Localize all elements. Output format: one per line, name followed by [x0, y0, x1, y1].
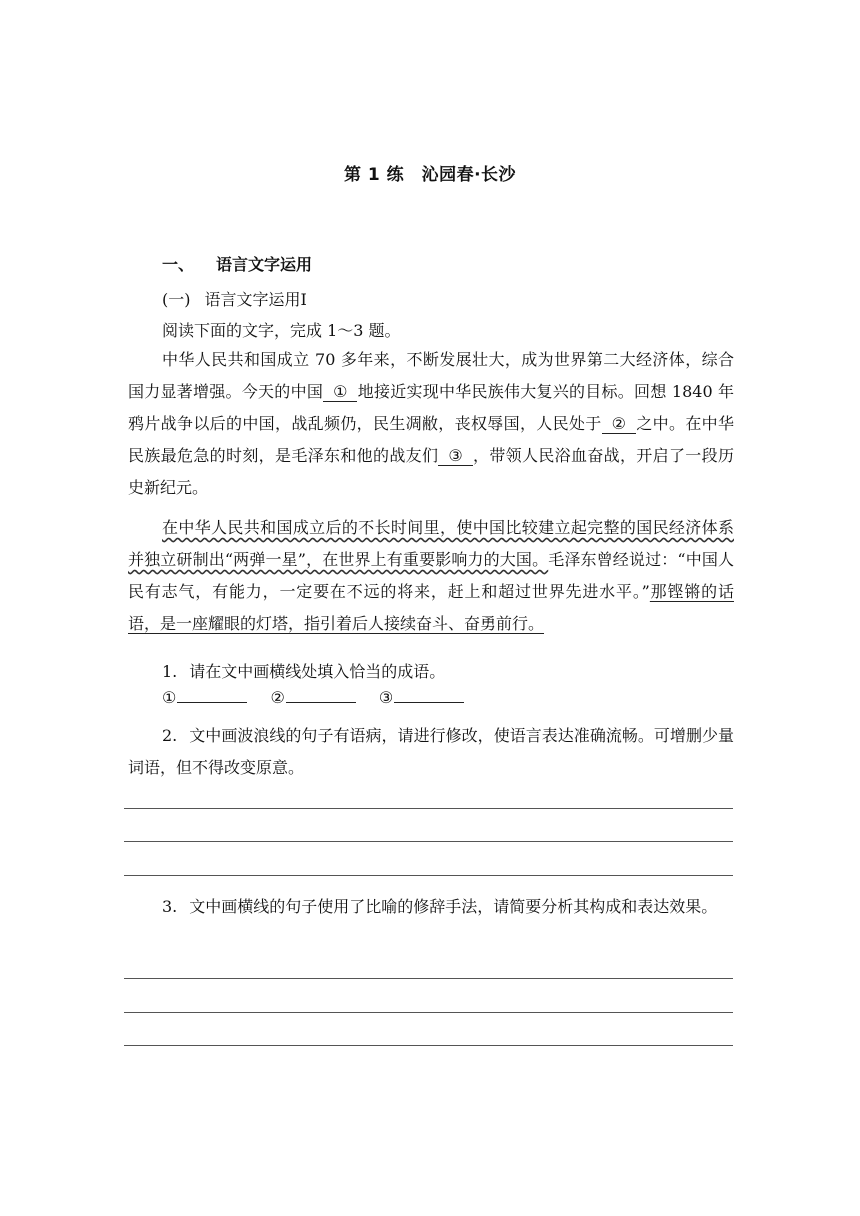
passage-text: ，带领人民浴血奋战，开启了一段历史新纪元。: [128, 446, 734, 497]
question-3: [128, 891, 734, 923]
underlined-sentence: 那铿锵的话语，是一座耀眼的灯塔，指引着后人接续奋斗、奋勇前行。: [128, 582, 734, 633]
answer-slot-1[interactable]: [162, 688, 247, 707]
passage-paragraph-1: [128, 344, 734, 504]
answer-line[interactable]: [124, 875, 733, 876]
passage-text: 中华人民共和国成立 70 多年来，不断发展壮大，成为世界第二大经济体，综合国力显著增强。今天的中国: [128, 350, 734, 401]
answer-line[interactable]: [124, 841, 733, 842]
answer-line[interactable]: [124, 1045, 733, 1046]
answer-slot-2[interactable]: [270, 688, 355, 707]
answer-line[interactable]: [394, 702, 464, 703]
question-number: 1.: [162, 662, 178, 681]
question-number: 3.: [162, 897, 178, 916]
fill-blank-3[interactable]: ③: [438, 447, 472, 466]
reading-instruction: 阅读下面的文字，完成 1～3 题。: [162, 321, 401, 340]
answer-marker: ③: [378, 688, 394, 707]
wavy-underlined-sentence: 在中华人民共和国成立后的不长时间里，使中国比较建立起完整的国民经济体系并独立研制出“两弹一星”，在世界上有重要影响力的大国。: [128, 518, 734, 569]
answer-line[interactable]: [124, 808, 733, 809]
subsection-number: (一): [162, 290, 191, 309]
question-2: [128, 720, 734, 784]
passage-text: 地接近实现中华民族伟大复兴的目标。回想 1840 年鸦片战争以后的中国，战乱频仍，民生凋敝，丧权辱国，人民处于: [128, 382, 734, 433]
section-label: 语言文字运用: [216, 255, 313, 274]
subsection-label: 语言文字运用Ⅰ: [204, 290, 307, 309]
answer-blanks-row: [162, 688, 482, 707]
page-title: 第 1 练 沁园春·长沙: [343, 165, 517, 185]
question-text: 文中画波浪线的句子有语病，请进行修改，使语言表达准确流畅。可增删少量词语，但不得改变原意。: [128, 726, 734, 777]
fill-blank-2[interactable]: ②: [602, 415, 636, 434]
passage-paragraph-2: [128, 512, 734, 640]
question-text: 请在文中画横线处填入恰当的成语。: [189, 662, 446, 681]
answer-line[interactable]: [124, 1012, 733, 1013]
section-heading-2: [162, 287, 307, 310]
fill-blank-1[interactable]: ①: [323, 383, 357, 402]
section-heading-1: [162, 252, 312, 275]
question-number: 2.: [162, 726, 178, 745]
question-1: [128, 656, 734, 688]
answer-line[interactable]: [124, 978, 733, 979]
answer-line[interactable]: [286, 702, 356, 703]
answer-marker: ②: [270, 688, 285, 707]
question-text: 文中画横线的句子使用了比喻的修辞手法，请简要分析其构成和表达效果。: [189, 897, 718, 916]
section-number: 一、: [162, 255, 195, 274]
answer-line[interactable]: [177, 702, 247, 703]
answer-slot-3[interactable]: [379, 688, 464, 707]
answer-marker: ①: [162, 688, 177, 707]
passage-text: 毛泽东曾经说过：“中国人民有志气，有能力，一定要在不远的将来，赶上和超过世界先进水平。”: [128, 550, 734, 601]
passage-text: 之中。在中华民族最危急的时刻，是毛泽东和他的战友们: [128, 414, 734, 465]
